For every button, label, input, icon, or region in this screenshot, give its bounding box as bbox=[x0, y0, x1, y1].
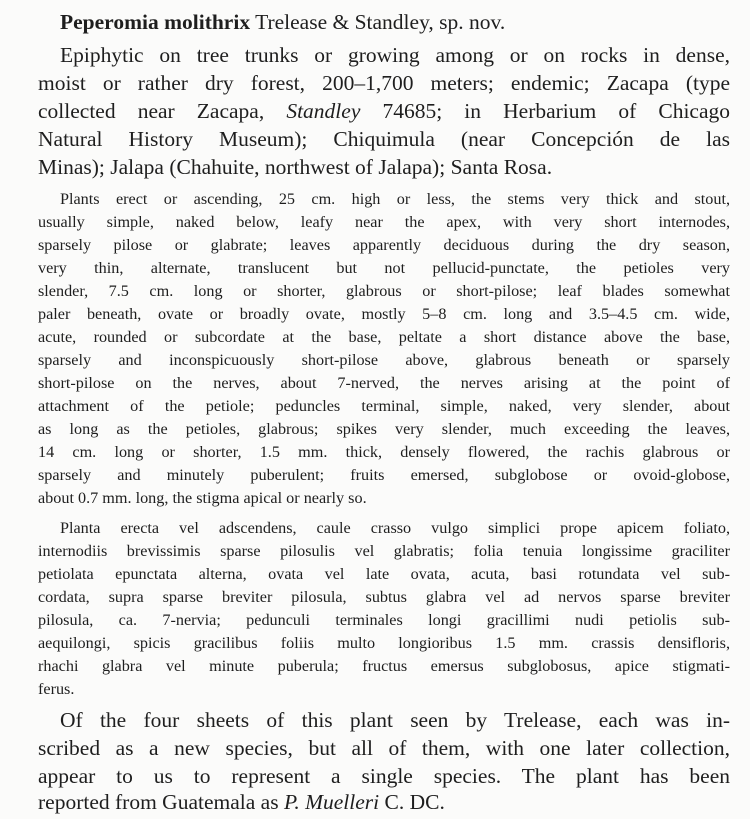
description-line: paler beneath, ovate or broadly ovate, mostly 5–8 cm. long and 3.5–4.5 cm. wide, bbox=[38, 305, 730, 323]
description-line: attachment of the petiole; peduncles terminal, simple, naked, very slender, about bbox=[38, 397, 730, 415]
description-line: short-pilose on the nerves, about 7-nerved, the nerves arising at the point of bbox=[38, 374, 730, 392]
description-line: sparsely pilose or glabrate; leaves apparently deciduous during the dry season, bbox=[38, 236, 730, 254]
habitat-line: Natural History Museum); Chiquimula (near Concepción de las bbox=[38, 127, 730, 151]
latin-line: petiolata epunctata alterna, ovata vel late ovata, acuta, basi rotundata vel sub- bbox=[38, 565, 730, 583]
description-line: slender, 7.5 cm. long or shorter, glabrous or short-pilose; leaf blades somewhat bbox=[38, 282, 730, 300]
habitat-line: Minas); Jalapa (Chahuite, northwest of Jalapa); Santa Rosa. bbox=[38, 155, 553, 179]
description-line: sparsely and minutely puberulent; fruits emersed, subglobose or ovoid-globose, bbox=[38, 466, 730, 484]
description-line: 14 cm. long or shorter, 1.5 mm. thick, densely flowered, the rachis glabrous or bbox=[38, 443, 730, 461]
latin-line: pilosula, ca. 7-nervia; pedunculi terminales longi gracillimi nudi petiolis sub- bbox=[38, 611, 730, 629]
latin-line: rhachi glabra vel minute puberula; fructus emersus subglobosus, apice stigmati- bbox=[38, 657, 730, 675]
habitat-line: Epiphytic on tree trunks or growing among or on rocks in dense, bbox=[60, 43, 730, 67]
remarks-text: reported from Guatemala as bbox=[38, 790, 284, 814]
remarks-line: scribed as a new species, but all of them, with one later collection, bbox=[38, 736, 730, 760]
habitat-line: moist or rather dry forest, 200–1,700 meters; endemic; Zacapa (type bbox=[38, 71, 730, 95]
remarks-text: C. DC. bbox=[379, 790, 445, 814]
habitat-text: 74685; in Herbarium of Chicago bbox=[360, 99, 731, 123]
remarks-line: Of the four sheets of this plant seen by Trelease, each was in- bbox=[60, 708, 730, 732]
latin-line: internodiis brevissimis sparse pilosulis vel glabratis; folia tenuia longissime graciliter bbox=[38, 542, 730, 560]
collector-name: Standley bbox=[286, 99, 361, 123]
description-line: as long as the petioles, glabrous; spikes very slender, much exceeding the leaves, bbox=[38, 420, 730, 438]
latin-line: cordata, supra sparse breviter pilosula, subtus glabra vel ad nervos sparse breviter bbox=[38, 588, 730, 606]
description-line: about 0.7 mm. long, the stigma apical or nearly so. bbox=[38, 489, 367, 507]
species-name: Peperomia molithrix bbox=[60, 10, 251, 34]
remarks-line: appear to us to represent a single species. The plant has been bbox=[38, 764, 730, 788]
habitat-text: collected near Zacapa, bbox=[38, 99, 287, 123]
description-line: Plants erect or ascending, 25 cm. high or less, the stems very thick and stout, bbox=[60, 190, 730, 208]
latin-line: ferus. bbox=[38, 680, 75, 698]
species-authority: Trelease & Standley, sp. nov. bbox=[250, 10, 506, 34]
remarks-line bbox=[38, 788, 445, 816]
habitat-line bbox=[38, 97, 730, 125]
species-heading bbox=[60, 8, 505, 36]
latin-line: Planta erecta vel adscendens, caule crasso vulgo simplici prope apicem foliato, bbox=[60, 519, 730, 537]
description-line: usually simple, naked below, leafy near the apex, with very short internodes, bbox=[38, 213, 730, 231]
latin-line: aequilongi, spicis gracilibus foliis multo longioribus 1.5 mm. crassis densifloris, bbox=[38, 634, 730, 652]
description-line: acute, rounded or subcordate at the base, peltate a short distance above the base, bbox=[38, 328, 730, 346]
description-line: very thin, alternate, translucent but not pellucid-punctate, the petioles very bbox=[38, 259, 730, 277]
synonym-name: P. Muelleri bbox=[283, 790, 380, 814]
description-line: sparsely and inconspicuously short-pilose above, glabrous beneath or sparsely bbox=[38, 351, 730, 369]
